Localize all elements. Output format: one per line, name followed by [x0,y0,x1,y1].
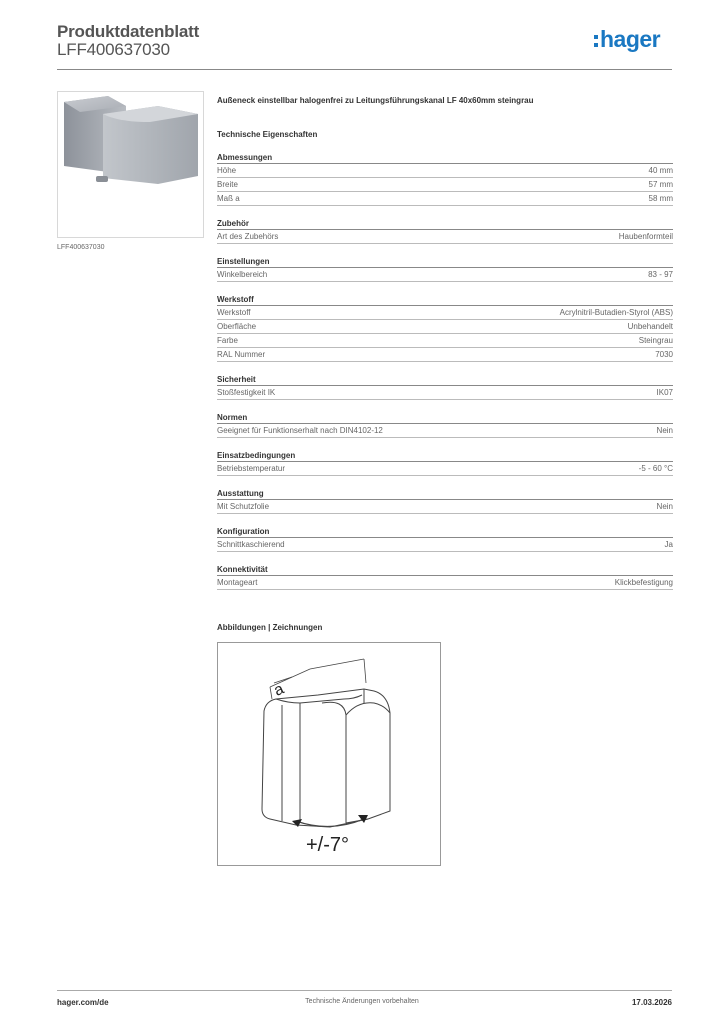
spec-label: Art des Zubehörs [217,232,279,241]
spec-row [217,386,673,400]
spec-row [217,320,673,334]
spec-label: Breite [217,180,238,189]
spec-value: Acrylnitril-Butadien-Styrol (ABS) [559,308,673,317]
section-title: Einsatzbedingungen [217,450,673,462]
spec-label: Betriebstemperatur [217,464,286,473]
spec-value: Nein [656,426,673,435]
spec-label: Geeignet für Funktionserhalt nach DIN4102-12 [217,426,383,435]
header-rule [57,69,672,70]
logo-text: hager [600,26,661,52]
spec-label: Winkelbereich [217,270,268,279]
section-title: Konnektivität [217,564,673,576]
spec-row [217,178,673,192]
spec-section [217,294,673,362]
spec-row [217,306,673,320]
spec-label: Oberfläche [217,322,257,331]
spec-section [217,526,673,552]
spec-row [217,230,673,244]
product-description: Außeneck einstellbar halogenfrei zu Leitungsführungskanal LF 40x60mm steingrau [217,96,534,105]
spec-section [217,218,673,244]
spec-label: RAL Nummer [217,350,266,359]
angle-label: +/-7° [306,834,350,856]
tech-heading: Technische Eigenschaften [217,130,318,139]
spec-label: Stoßfestigkeit IK [217,388,276,397]
spec-value: 83 - 97 [648,270,673,279]
technical-drawing [217,642,441,866]
spec-value: 7030 [655,350,673,359]
product-photo-image [58,92,203,237]
section-title: Konfiguration [217,526,673,538]
spec-value: -5 - 60 °C [638,464,673,473]
spec-row [217,348,673,362]
spec-label: Maß a [217,194,240,203]
spec-column [217,96,673,590]
spec-value: IK07 [656,388,673,397]
spec-value: Nein [656,502,673,511]
product-photo [57,91,204,238]
spec-row [217,576,673,590]
spec-value: Klickbefestigung [614,578,673,587]
section-title: Einstellungen [217,256,673,268]
hager-logo [594,28,674,58]
spec-row [217,268,673,282]
spec-section [217,450,673,476]
spec-label: Farbe [217,336,238,345]
spec-sections [217,152,673,590]
spec-section [217,488,673,514]
spec-value: Ja [664,540,673,549]
figures-heading: Abbildungen | Zeichnungen [217,623,323,632]
document-title: Produktdatenblatt [57,22,200,41]
footer-date: 17.03.2026 [631,998,672,1007]
spec-value: 57 mm [648,180,673,189]
spec-section [217,412,673,438]
spec-label: Werkstoff [217,308,251,317]
spec-section [217,564,673,590]
section-title: Zubehör [217,218,673,230]
spec-value: Steingrau [638,336,673,345]
footer-website-link[interactable]: hager.com/de [57,998,109,1007]
spec-row [217,334,673,348]
drawing-svg [218,643,440,865]
spec-row [217,500,673,514]
spec-row [217,192,673,206]
section-title: Sicherheit [217,374,673,386]
spec-label: Montageart [217,578,258,587]
document-article-number: LFF400637030 [57,40,170,59]
spec-value: 40 mm [648,166,673,175]
section-title: Werkstoff [217,294,673,306]
spec-row [217,164,673,178]
spec-label: Schnittkaschierend [217,540,285,549]
footer-rule [57,990,672,991]
section-title: Normen [217,412,673,424]
logo-colon-icon [594,35,598,51]
spec-row [217,424,673,438]
spec-section [217,256,673,282]
spec-value: 58 mm [648,194,673,203]
spec-label: Mit Schutzfolie [217,502,270,511]
section-title: Abmessungen [217,152,673,164]
footer-disclaimer: Technische Änderungen vorbehalten [305,998,419,1005]
spec-section [217,152,673,206]
spec-label: Höhe [217,166,237,175]
spec-section [217,374,673,400]
section-title: Ausstattung [217,488,673,500]
spec-row [217,462,673,476]
photo-caption: LFF400637030 [57,244,105,251]
spec-value: Haubenformteil [618,232,673,241]
spec-row [217,538,673,552]
dimension-label: a [271,680,287,700]
spec-value: Unbehandelt [627,322,673,331]
